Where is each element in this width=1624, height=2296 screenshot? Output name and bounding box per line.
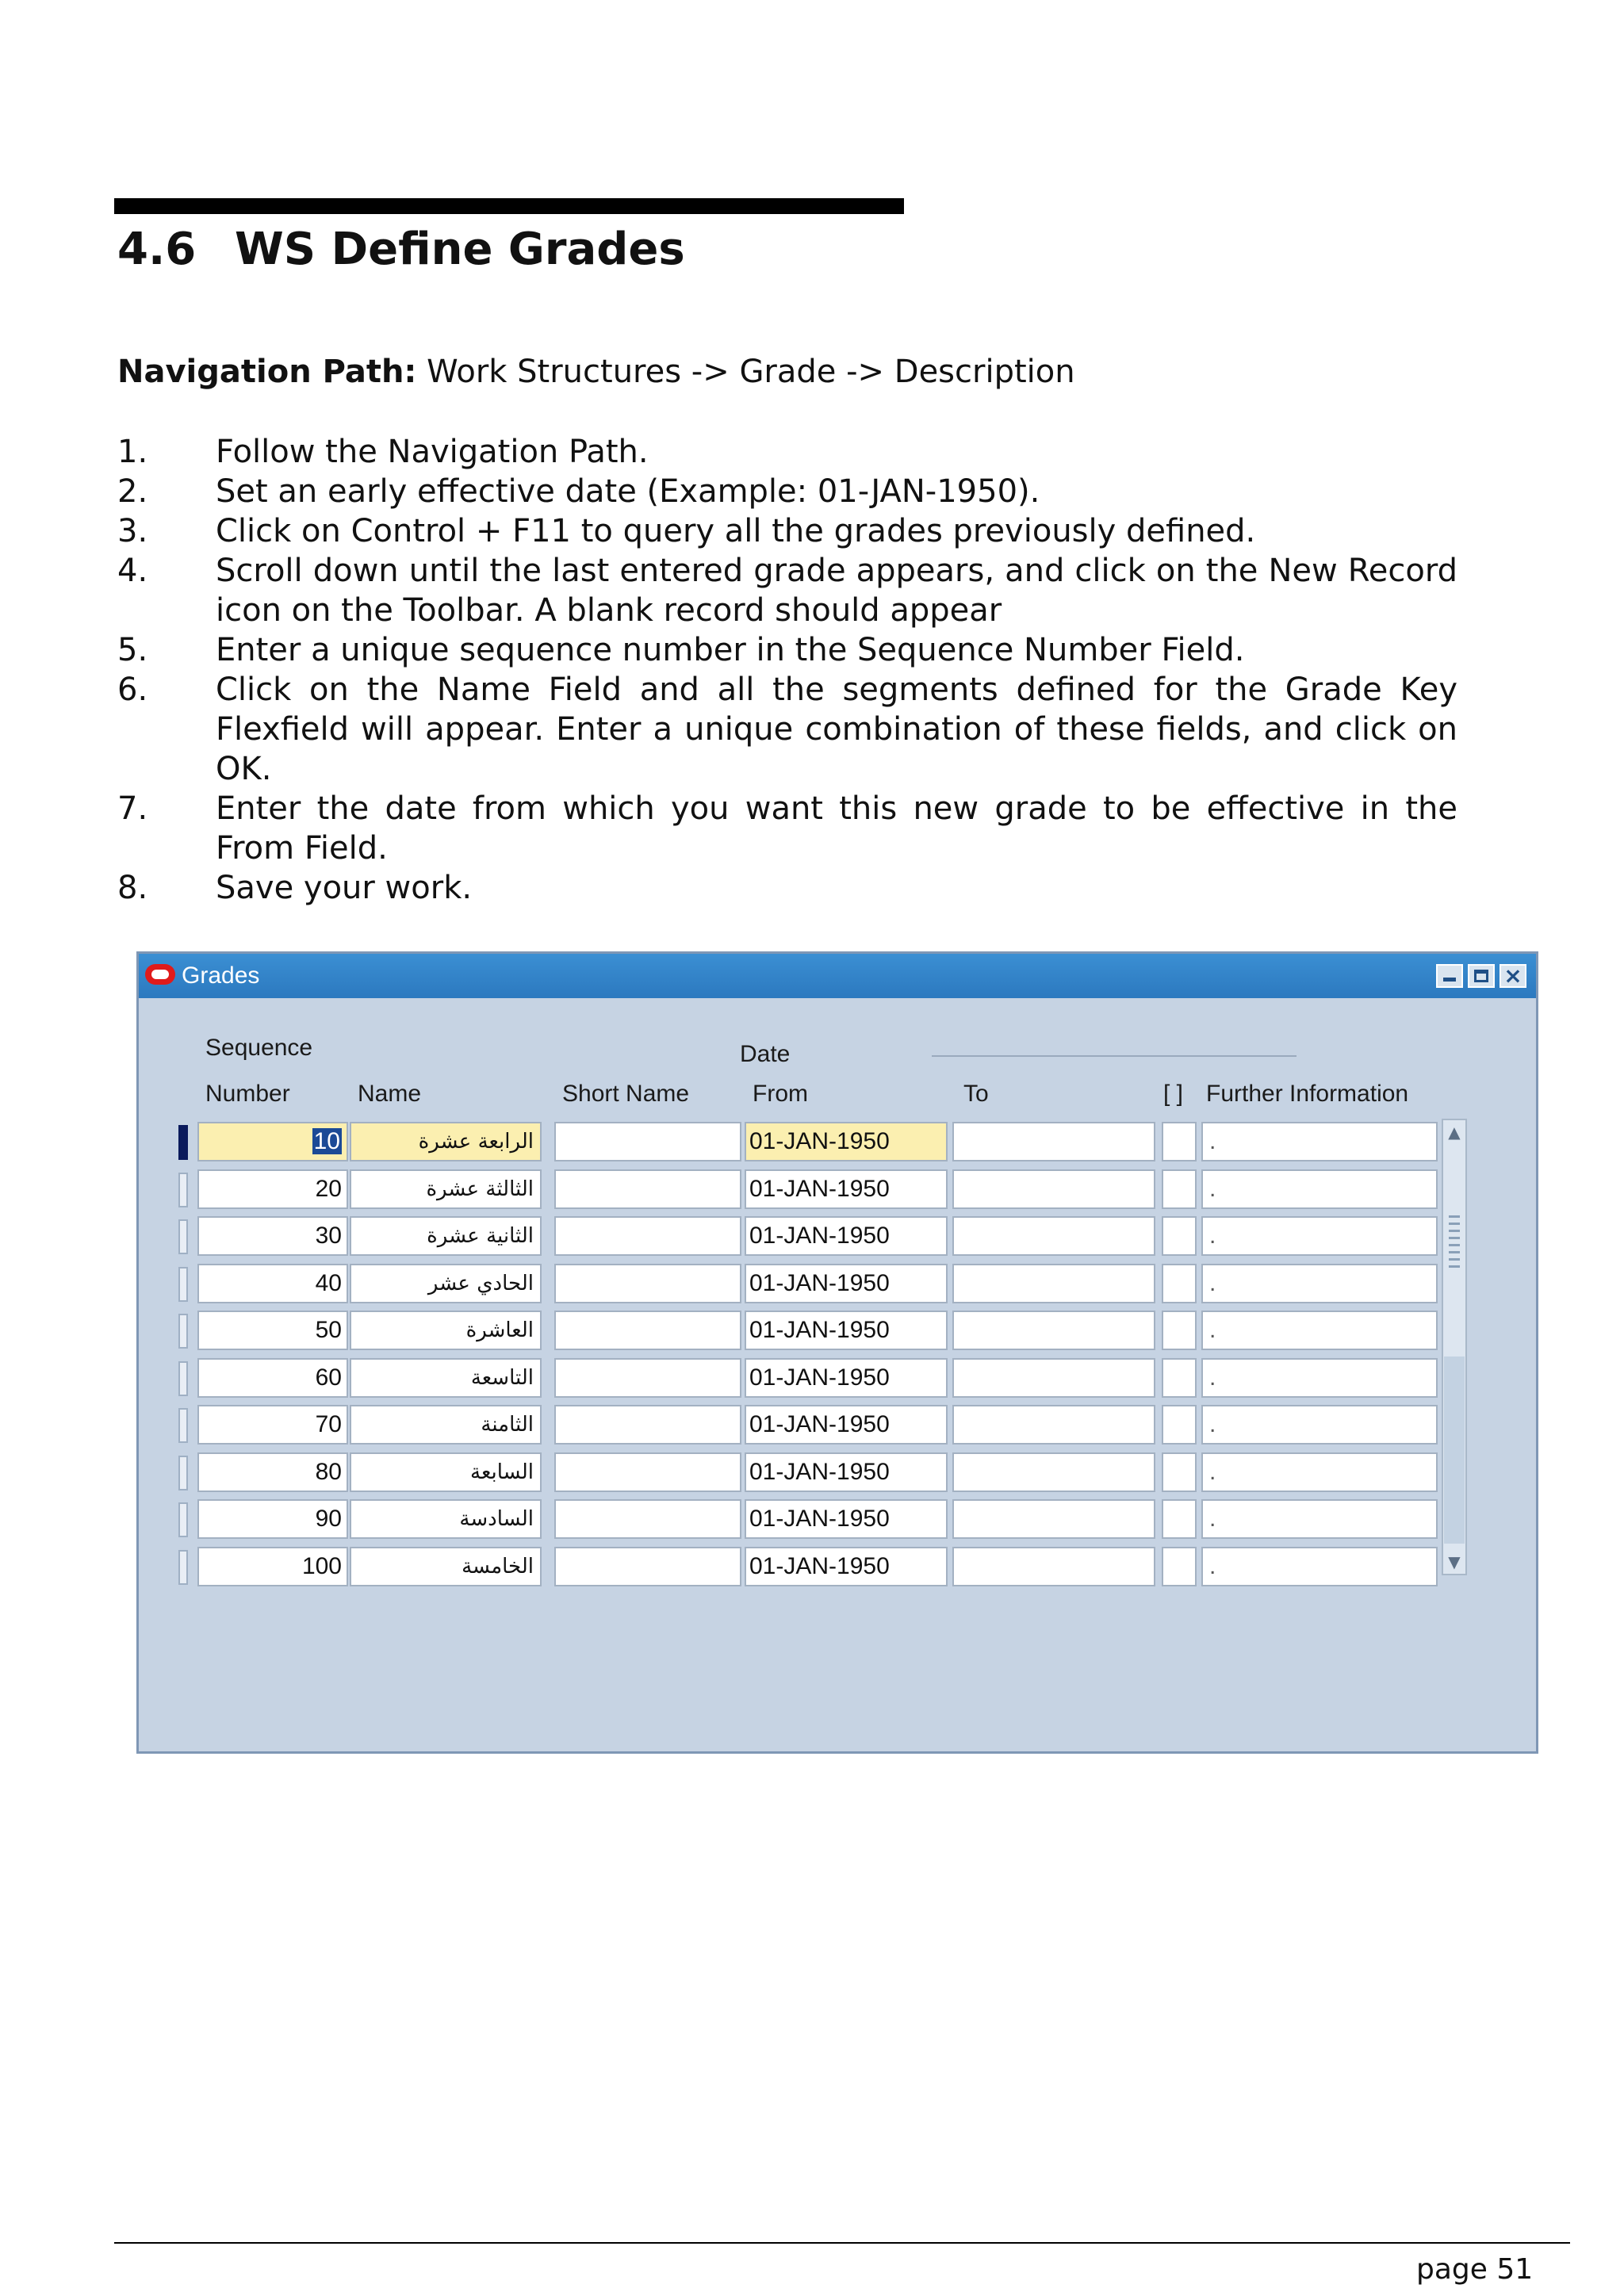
section-number: 4.6 <box>117 224 197 275</box>
sequence-value: 90 <box>315 1506 342 1532</box>
record-indicator[interactable] <box>178 1408 188 1443</box>
sequence-value: 40 <box>315 1269 342 1296</box>
section-heading <box>117 224 685 275</box>
further-information-field[interactable]: . <box>1201 1405 1438 1445</box>
list-item <box>117 868 1457 908</box>
header-date: Date <box>733 1041 796 1068</box>
short-name-field[interactable] <box>554 1311 741 1350</box>
short-name-field[interactable] <box>554 1216 741 1256</box>
section-top-rule <box>114 198 904 214</box>
date-from-field[interactable]: 01-JAN-1950 <box>745 1122 948 1161</box>
further-information-field[interactable]: . <box>1201 1452 1438 1492</box>
flexfield-checkbox[interactable] <box>1162 1122 1197 1161</box>
date-to-field[interactable] <box>952 1264 1155 1303</box>
step-number: 8. <box>117 870 148 906</box>
list-item <box>117 630 1457 670</box>
name-field[interactable]: العاشرة <box>350 1311 542 1350</box>
further-information-field[interactable]: . <box>1201 1547 1438 1586</box>
record-indicator[interactable] <box>178 1361 188 1396</box>
step-text: Follow the Navigation Path. <box>216 434 649 470</box>
sequence-value: 60 <box>315 1364 342 1391</box>
step-number: 6. <box>117 672 148 708</box>
short-name-field[interactable] <box>554 1122 741 1161</box>
window-title: Grades <box>182 962 260 989</box>
short-name-field[interactable] <box>554 1405 741 1445</box>
oracle-logo-icon <box>145 964 175 985</box>
sequence-value: 10 <box>313 1128 340 1154</box>
navigation-path-value: Work Structures -> Grade -> Description <box>427 354 1075 390</box>
further-information-field[interactable]: . <box>1201 1358 1438 1398</box>
header-number: Number <box>205 1081 290 1107</box>
header-short-name: Short Name <box>562 1081 690 1107</box>
date-from-field[interactable]: 01-JAN-1950 <box>745 1358 948 1398</box>
sequence-value: 70 <box>315 1411 342 1437</box>
date-from-field[interactable]: 01-JAN-1950 <box>745 1452 948 1492</box>
record-indicator[interactable] <box>178 1267 188 1302</box>
further-information-field[interactable]: . <box>1201 1499 1438 1539</box>
section-title: WS Define Grades <box>235 224 685 275</box>
further-information-field[interactable]: . <box>1201 1264 1438 1303</box>
record-indicator[interactable] <box>178 1314 188 1349</box>
sequence-number-field[interactable] <box>197 1358 348 1398</box>
step-text: Save your work. <box>216 870 473 906</box>
step-number: 3. <box>117 513 148 549</box>
short-name-field[interactable] <box>554 1452 741 1492</box>
name-field[interactable]: التاسعة <box>350 1358 542 1398</box>
vertical-scrollbar[interactable] <box>1442 1119 1467 1575</box>
scroll-thumb[interactable] <box>1444 1357 1465 1544</box>
short-name-field[interactable] <box>554 1547 741 1586</box>
close-icon: × <box>1503 962 1522 989</box>
flexfield-checkbox[interactable] <box>1162 1405 1197 1445</box>
header-from: From <box>753 1081 808 1107</box>
scroll-down-icon[interactable]: ▼ <box>1448 1552 1461 1571</box>
record-indicator[interactable] <box>178 1173 188 1207</box>
window-titlebar[interactable] <box>139 954 1536 998</box>
step-number: 7. <box>117 790 148 827</box>
name-field[interactable]: الثالثة عشرة <box>350 1169 542 1209</box>
header-sequence: Sequence <box>205 1035 313 1061</box>
short-name-field[interactable] <box>554 1358 741 1398</box>
date-from-field[interactable]: 01-JAN-1950 <box>745 1499 948 1539</box>
short-name-field[interactable] <box>554 1499 741 1539</box>
steps-list <box>117 432 1457 908</box>
further-information-field[interactable]: . <box>1201 1122 1438 1161</box>
scroll-up-icon[interactable]: ▲ <box>1448 1123 1461 1142</box>
record-indicator[interactable] <box>178 1550 188 1585</box>
name-field[interactable]: الثانية عشرة <box>350 1216 542 1256</box>
sequence-number-field[interactable] <box>197 1122 348 1161</box>
list-item <box>117 472 1457 511</box>
sequence-value: 30 <box>315 1223 342 1249</box>
flexfield-checkbox[interactable] <box>1162 1358 1197 1398</box>
date-to-field[interactable] <box>952 1499 1155 1539</box>
header-to: To <box>963 1081 989 1107</box>
name-field[interactable]: الثامنة <box>350 1405 542 1445</box>
sequence-number-field[interactable] <box>197 1216 348 1256</box>
header-flex: [ ] <box>1163 1081 1184 1107</box>
sequence-value: 80 <box>315 1458 342 1485</box>
step-text: Enter the date from which you want this new grade to be effective in the From Field. <box>216 790 1457 867</box>
sequence-number-field[interactable] <box>197 1169 348 1209</box>
header-name: Name <box>358 1081 422 1107</box>
short-name-field[interactable] <box>554 1169 741 1209</box>
date-to-field[interactable] <box>952 1311 1155 1350</box>
page-number: page 51 <box>1416 2253 1534 2286</box>
step-text: Scroll down until the last entered grade appears, and click on the New Record icon on the Toolbar. A blank record should appear <box>216 553 1457 629</box>
date-to-field[interactable] <box>952 1452 1155 1492</box>
date-group-divider <box>932 1055 1297 1057</box>
flexfield-checkbox[interactable] <box>1162 1547 1197 1586</box>
navigation-path <box>117 354 1075 390</box>
close-button[interactable] <box>1500 964 1526 988</box>
sequence-number-field[interactable] <box>197 1452 348 1492</box>
scroll-grip-icon[interactable] <box>1449 1215 1460 1271</box>
date-from-field[interactable]: 01-JAN-1950 <box>745 1169 948 1209</box>
record-indicator[interactable] <box>178 1456 188 1490</box>
record-indicator[interactable] <box>178 1219 188 1254</box>
step-number: 2. <box>117 473 148 510</box>
record-indicator[interactable] <box>178 1125 188 1160</box>
date-to-field[interactable] <box>952 1358 1155 1398</box>
sequence-number-field[interactable] <box>197 1547 348 1586</box>
step-text: Enter a unique sequence number in the Sequence Number Field. <box>216 632 1245 668</box>
list-item <box>117 432 1457 472</box>
step-number: 5. <box>117 632 148 668</box>
flexfield-checkbox[interactable] <box>1162 1452 1197 1492</box>
short-name-field[interactable] <box>554 1264 741 1303</box>
flexfield-checkbox[interactable] <box>1162 1311 1197 1350</box>
further-information-field[interactable]: . <box>1201 1216 1438 1256</box>
step-number: 4. <box>117 553 148 589</box>
date-to-field[interactable] <box>952 1405 1155 1445</box>
flexfield-checkbox[interactable] <box>1162 1169 1197 1209</box>
list-item <box>117 511 1457 551</box>
maximize-icon <box>1474 970 1488 982</box>
footer-rule <box>114 2242 1570 2244</box>
sequence-number-field[interactable] <box>197 1264 348 1303</box>
name-field[interactable]: السادسة <box>350 1499 542 1539</box>
navigation-path-label: Navigation Path: <box>117 354 417 390</box>
name-field[interactable]: الحادي عشر <box>350 1264 542 1303</box>
name-field[interactable]: السابعة <box>350 1452 542 1492</box>
date-from-field[interactable]: 01-JAN-1950 <box>745 1216 948 1256</box>
list-item <box>117 551 1457 630</box>
step-text: Click on Control + F11 to query all the grades previously defined. <box>216 513 1256 549</box>
step-text: Set an early effective date (Example: 01-JAN-1950). <box>216 473 1040 510</box>
list-item <box>117 670 1457 789</box>
sequence-number-field[interactable] <box>197 1311 348 1350</box>
sequence-value: 50 <box>315 1317 342 1343</box>
name-field[interactable]: الخامسة <box>350 1547 542 1586</box>
step-number: 1. <box>117 434 148 470</box>
date-from-field[interactable]: 01-JAN-1950 <box>745 1264 948 1303</box>
sequence-number-field[interactable] <box>197 1405 348 1445</box>
list-item <box>117 789 1457 868</box>
flexfield-checkbox[interactable] <box>1162 1264 1197 1303</box>
date-to-field[interactable] <box>952 1547 1155 1586</box>
date-to-field[interactable] <box>952 1169 1155 1209</box>
further-information-field[interactable]: . <box>1201 1311 1438 1350</box>
flexfield-checkbox[interactable] <box>1162 1499 1197 1539</box>
date-from-field[interactable]: 01-JAN-1950 <box>745 1547 948 1586</box>
minimize-button[interactable] <box>1436 964 1463 988</box>
date-from-field[interactable]: 01-JAN-1950 <box>745 1405 948 1445</box>
sequence-value: 100 <box>301 1552 342 1579</box>
header-further-information: Further Information <box>1206 1081 1409 1107</box>
flexfield-checkbox[interactable] <box>1162 1216 1197 1256</box>
date-from-field[interactable]: 01-JAN-1950 <box>745 1311 948 1350</box>
date-to-field[interactable] <box>952 1216 1155 1256</box>
grades-window <box>136 951 1538 1754</box>
further-information-field[interactable]: . <box>1201 1169 1438 1209</box>
date-to-field[interactable] <box>952 1122 1155 1161</box>
sequence-number-field[interactable] <box>197 1499 348 1539</box>
maximize-button[interactable] <box>1468 964 1495 988</box>
step-text: Click on the Name Field and all the segments defined for the Grade Key Flexfield will appear. Enter a unique combination of these fields, and click on OK. <box>216 672 1457 787</box>
name-field[interactable]: الرابعة عشرة <box>350 1122 542 1161</box>
sequence-value: 20 <box>315 1175 342 1202</box>
record-indicator[interactable] <box>178 1502 188 1537</box>
minimize-icon <box>1443 978 1456 982</box>
